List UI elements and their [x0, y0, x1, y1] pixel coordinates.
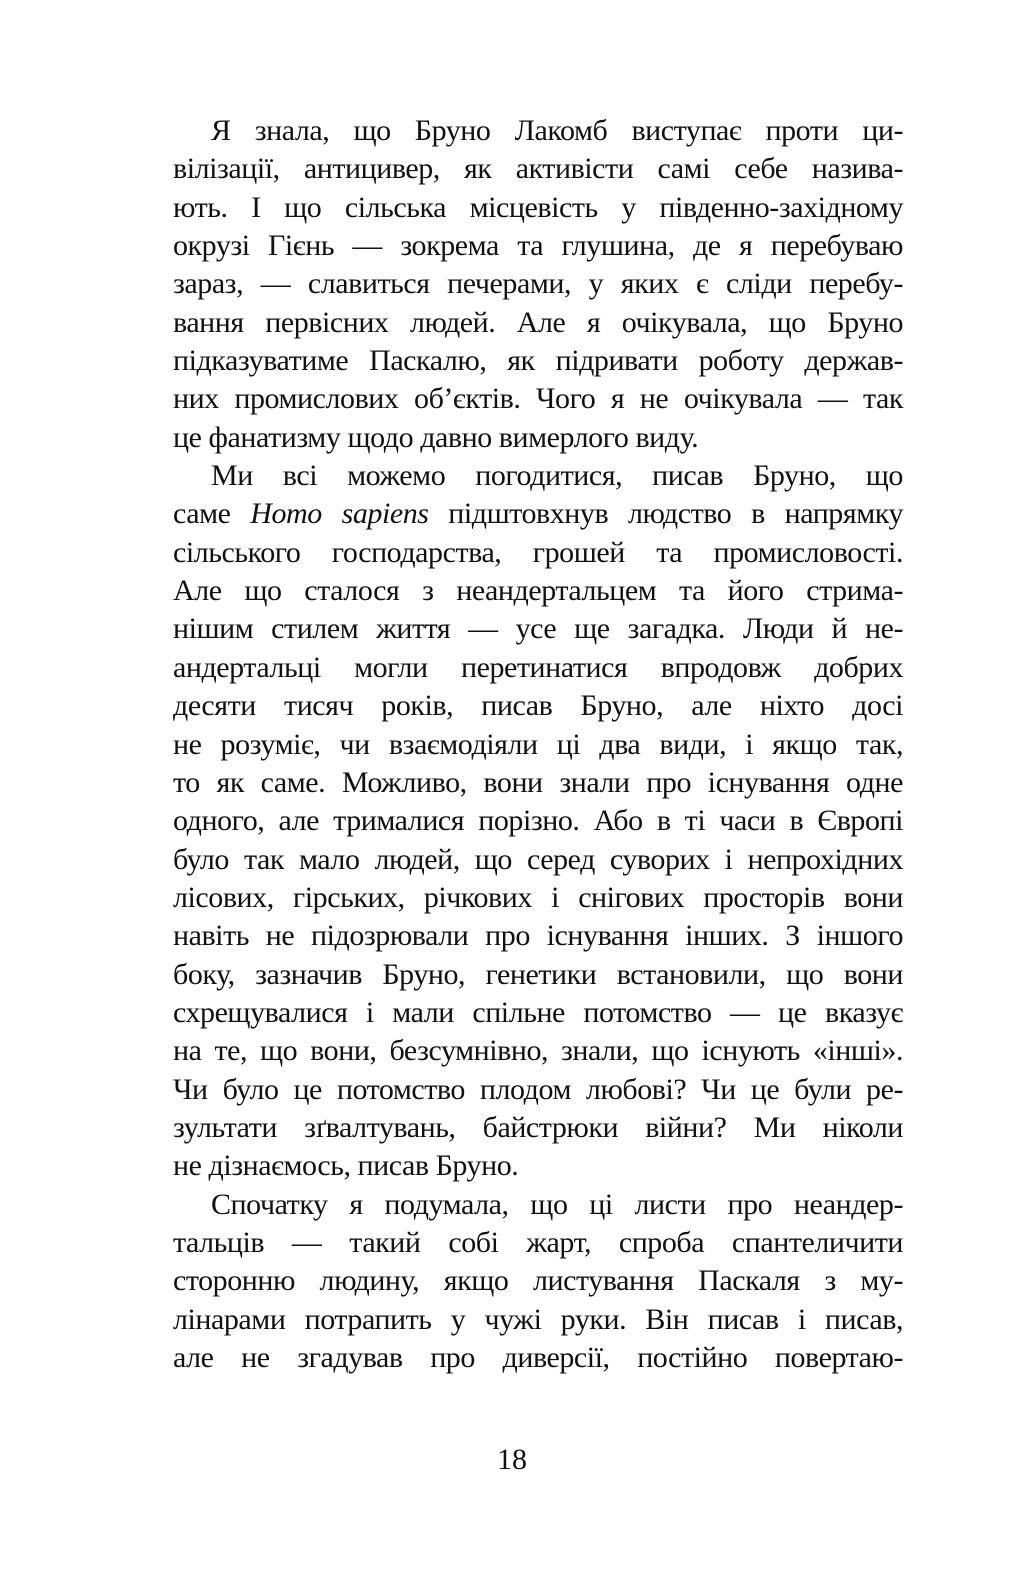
text-line: то як саме. Можливо, вони знали про існування одне — [173, 765, 903, 799]
text-line: було так мало людей, що серед суворих і непрохідних — [173, 842, 903, 876]
text-line: ють. І що сільська місцевість у південно-західному — [173, 190, 903, 224]
text-line: них промислових об’єктів. Чого я не очікувала — так — [173, 382, 903, 416]
text-line: Ми всі можемо погодитися, писав Бруно, що — [211, 459, 903, 493]
text-line: зультати зґвалтувань, байстрюки війни? Ми ніколи — [173, 1110, 903, 1144]
text-line: Чи було це потомство плодом любові? Чи це були ре- — [173, 1072, 903, 1106]
paragraph-2 — [173, 457, 903, 1186]
text-line: лісових, гірських, річкових і снігових просторів вони — [173, 880, 903, 914]
text-line: навіть не підозрювали про існування інших. З іншого — [173, 919, 903, 953]
paragraph-1 — [173, 112, 903, 457]
text-line: Але що сталося з неандертальцем та його стрима- — [173, 574, 903, 608]
text-line: вання первісних людей. Але я очікувала, що Бруно — [173, 305, 903, 339]
text-line: окрузі Гієнь — зокрема та глушина, де я перебуваю — [173, 229, 903, 263]
text-line: зараз, — славиться печерами, у яких є сліди перебу- — [173, 267, 903, 301]
text-line: боку, зазначив Бруно, генетики встановили, що вони — [173, 957, 903, 991]
text-segment: підштовхнув людство в напрямку — [428, 497, 903, 531]
text-line: підказуватиме Паскалю, як підривати роботу держав- — [173, 344, 903, 378]
text-line: Я знала, що Бруно Лакомб виступає проти ци- — [211, 114, 903, 147]
text-line: десяти тисяч років, писав Бруно, але ніхто досі — [173, 689, 903, 723]
text-line-with-italic — [173, 495, 903, 533]
text-line: сторонню людину, якщо листування Паскаля з му- — [173, 1264, 903, 1298]
text-line: нішим стилем життя — усе ще загадка. Люди й не- — [173, 612, 903, 646]
text-line: одного, але трималися порізно. Або в ті часи в Європі — [173, 804, 903, 838]
text-line: андертальці могли перетинатися впродовж добрих — [173, 650, 903, 684]
text-line: це фанатизму щодо давно вимерлого виду. — [173, 420, 699, 454]
italic-term: Homo sapiens — [250, 497, 429, 531]
paragraph-3 — [173, 1186, 903, 1378]
text-line: на те, що вони, безсумнівно, знали, що існують «інші». — [173, 1034, 903, 1068]
text-line: не дізнаємось, писав Бруно. — [173, 1149, 519, 1183]
page-number: 18 — [497, 1443, 527, 1476]
text-line: лінарами потрапить у чужі руки. Він писав і писав, — [173, 1302, 903, 1336]
text-line: сільського господарства, грошей та промисловості. — [173, 535, 903, 569]
text-line: схрещувалися і мали спільне потомство — це вказує — [173, 995, 903, 1029]
text-line: але не згадував про диверсії, постійно повертаю- — [173, 1341, 903, 1374]
book-page-text — [173, 112, 903, 1377]
text-segment: саме — [173, 497, 251, 531]
text-line: тальців — такий собі жарт, спроба спантеличити — [173, 1225, 903, 1259]
text-line: Спочатку я подумала, що ці листи про неандер- — [211, 1187, 903, 1221]
text-line: не розуміє, чи взаємодіяли ці два види, і якщо так, — [173, 727, 903, 761]
text-line: вілізації, антицивер, як активісти самі себе назива- — [173, 152, 903, 186]
